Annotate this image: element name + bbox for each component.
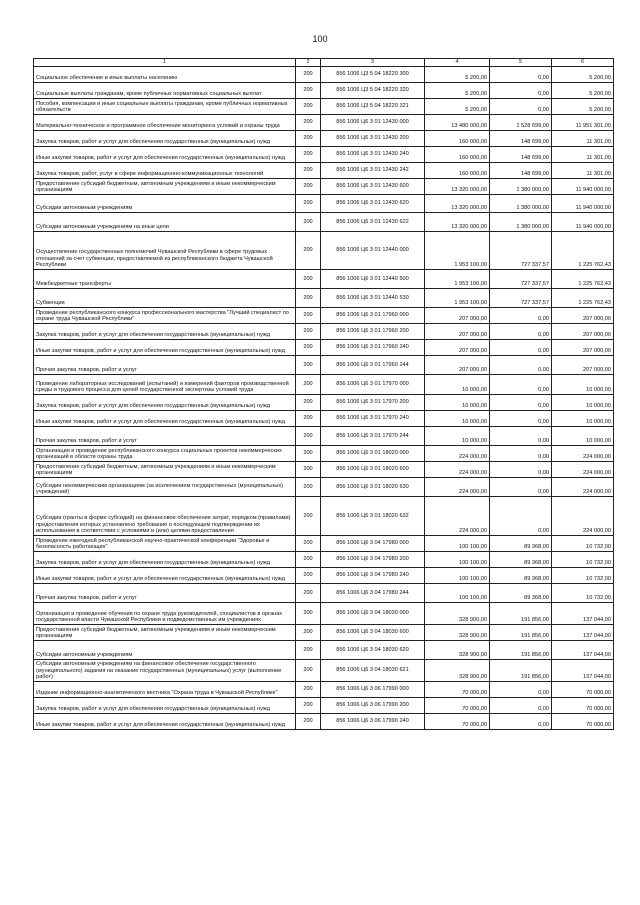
column-header-code-2: 2 (296, 59, 321, 67)
table-row (34, 698, 614, 714)
row-code-2: 200 (296, 497, 321, 536)
column-header-executed: 5 (490, 59, 552, 67)
row-executed: 89 368,00 (490, 568, 552, 584)
row-executed: 1 528 699,00 (490, 115, 552, 131)
row-executed: 0,00 (490, 478, 552, 497)
table-row (34, 115, 614, 131)
row-budget-code: 856 1006 Ц6 3 01 18020 000 (321, 446, 425, 462)
row-budget-code: 856 1006 Ц6 3 01 12430 242 (321, 163, 425, 179)
row-approved: 224 000,00 (425, 478, 490, 497)
row-budget-code: 856 1006 Ц6 3 04 18030 621 (321, 660, 425, 682)
row-name: Субсидии некоммерческим организациям (за исключением государственных (муниципальных) учреждений) (34, 478, 296, 497)
row-approved: 100 100,00 (425, 568, 490, 584)
row-approved: 70 000,00 (425, 682, 490, 698)
row-name: Осуществление государственных полномочий Чувашской Республики в сфере трудовых отношений за счет субвенции, предоставляемой из республиканского бюджета Чувашской Республики (34, 232, 296, 270)
row-approved: 328 900,00 (425, 625, 490, 641)
row-code-2: 200 (296, 179, 321, 195)
row-unexecuted: 5 200,00 (552, 99, 614, 115)
row-budget-code: 856 1006 Ц6 3 01 12430 000 (321, 115, 425, 131)
row-approved: 10 000,00 (425, 375, 490, 395)
row-approved: 10 000,00 (425, 411, 490, 427)
row-name: Субсидии автономным учреждениям на финансовое обеспечение государственного (муниципального) задания на оказание государственных (муниципальных) услуг (выполнение работ) (34, 660, 296, 682)
row-name: Предоставление субсидий бюджетным, автономным учреждениям и иным некоммерческим организациям (34, 179, 296, 195)
row-name: Закупка товаров, работ, услуг в сфере информационно-коммуникационных технологий (34, 163, 296, 179)
row-name: Социальное обеспечение и иные выплаты населению (34, 67, 296, 83)
row-unexecuted: 207 000,00 (552, 324, 614, 340)
row-approved: 100 100,00 (425, 552, 490, 568)
row-executed: 0,00 (490, 99, 552, 115)
row-code-2: 200 (296, 99, 321, 115)
row-executed: 0,00 (490, 67, 552, 83)
row-approved: 70 000,00 (425, 698, 490, 714)
row-name: Проведение лабораторных исследований (испытаний) и измерений факторов производственной среды и трудового процесса для целей государственной экспертизы условий труда (34, 375, 296, 395)
table-row (34, 395, 614, 411)
row-executed: 0,00 (490, 714, 552, 730)
row-executed: 0,00 (490, 411, 552, 427)
row-code-2: 200 (296, 682, 321, 698)
row-unexecuted: 10 732,00 (552, 536, 614, 552)
row-approved: 1 953 100,00 (425, 289, 490, 308)
row-executed: 89 368,00 (490, 536, 552, 552)
row-unexecuted: 207 000,00 (552, 340, 614, 356)
table-row (34, 625, 614, 641)
row-executed: 0,00 (490, 324, 552, 340)
row-code-2: 200 (296, 568, 321, 584)
row-code-2: 200 (296, 83, 321, 99)
table-row (34, 375, 614, 395)
table-row (34, 67, 614, 83)
row-executed: 148 699,00 (490, 147, 552, 163)
row-code-2: 200 (296, 308, 321, 324)
column-header-approved: 4 (425, 59, 490, 67)
row-executed: 191 856,00 (490, 625, 552, 641)
row-approved: 207 000,00 (425, 356, 490, 375)
row-budget-code: 856 1006 Ц6 3 01 17960 200 (321, 324, 425, 340)
row-budget-code: 856 1006 Ц6 3 01 12440 500 (321, 270, 425, 289)
row-code-2: 200 (296, 375, 321, 395)
row-name: Субсидии (гранты в форме субсидий) на финансовое обеспечение затрат, порядком (правилами) предоставления которых установлено требование о последующем подтверждении их использования в соответствии с условиями и (или) целями предоставления (34, 497, 296, 536)
row-executed: 191 856,00 (490, 641, 552, 660)
row-name: Материально-техническое и программное обеспечение мониторинга условий и охраны труда (34, 115, 296, 131)
row-name: Субсидии автономным учреждениям на иные цели (34, 213, 296, 232)
row-approved: 328 900,00 (425, 641, 490, 660)
row-executed: 0,00 (490, 446, 552, 462)
row-unexecuted: 207 000,00 (552, 308, 614, 324)
row-name: Субсидии автономным учреждениям (34, 195, 296, 213)
row-executed: 191 856,00 (490, 660, 552, 682)
row-executed: 0,00 (490, 462, 552, 478)
row-name: Иные закупки товаров, работ и услуг для обеспечения государственных (муниципальных) нужд (34, 714, 296, 730)
row-name: Прочая закупка товаров, работ и услуг (34, 356, 296, 375)
table-row (34, 536, 614, 552)
row-executed: 0,00 (490, 308, 552, 324)
row-approved: 224 000,00 (425, 497, 490, 536)
row-budget-code: 856 1006 Ц6 3 04 18030 620 (321, 641, 425, 660)
row-code-2: 200 (296, 232, 321, 270)
table-row (34, 99, 614, 115)
row-name: Социальные выплаты гражданам, кроме публичных нормативных социальных выплат (34, 83, 296, 99)
row-executed: 191 856,00 (490, 603, 552, 625)
row-name: Проведение ежегодной республиканской научно-практической конференции "Здоровье и безопасность работающих" (34, 536, 296, 552)
row-executed: 1 380 000,00 (490, 195, 552, 213)
table-row (34, 163, 614, 179)
row-name: Проведение республиканского конкурса профессионального мастерства "Лучший специалист по охране труда Чувашской Республики" (34, 308, 296, 324)
budget-table (33, 58, 614, 730)
row-budget-code: 856 1006 Ц6 3 04 17980 244 (321, 584, 425, 603)
row-name: Иные закупки товаров, работ и услуг для обеспечения государственных (муниципальных) нужд (34, 340, 296, 356)
row-unexecuted: 5 200,00 (552, 83, 614, 99)
row-unexecuted: 11 301,00 (552, 147, 614, 163)
row-executed: 0,00 (490, 427, 552, 446)
row-budget-code: 856 1006 Ц6 3 06 17990 240 (321, 714, 425, 730)
row-name: Организация и проведение обучения по охране труда руководителей, специалистов в органах государственной власти Чувашской Республики и подведомственных им учреждениях (34, 603, 296, 625)
table-row (34, 83, 614, 99)
row-unexecuted: 10 000,00 (552, 375, 614, 395)
table-row (34, 340, 614, 356)
row-approved: 5 200,00 (425, 99, 490, 115)
row-budget-code: 856 1006 Ц6 3 01 17970 240 (321, 411, 425, 427)
row-budget-code: 856 1006 Ц6 3 01 12440 530 (321, 289, 425, 308)
table-row (34, 641, 614, 660)
row-approved: 13 320 000,00 (425, 213, 490, 232)
row-approved: 160 000,00 (425, 163, 490, 179)
row-code-2: 200 (296, 324, 321, 340)
column-header-unexecuted: 6 (552, 59, 614, 67)
row-code-2: 200 (296, 584, 321, 603)
row-budget-code: 856 1006 Ц6 3 04 17980 200 (321, 552, 425, 568)
row-unexecuted: 11 301,00 (552, 131, 614, 147)
row-code-2: 200 (296, 131, 321, 147)
row-executed: 0,00 (490, 497, 552, 536)
row-unexecuted: 224 000,00 (552, 446, 614, 462)
row-name: Межбюджетные трансферты (34, 270, 296, 289)
row-budget-code: 856 1006 Ц6 3 01 12430 600 (321, 179, 425, 195)
row-budget-code: 856 1006 Ц3 5 04 18220 321 (321, 99, 425, 115)
row-budget-code: 856 1006 Ц6 3 01 17970 200 (321, 395, 425, 411)
row-approved: 328 900,00 (425, 660, 490, 682)
row-budget-code: 856 1006 Ц3 5 04 18220 320 (321, 83, 425, 99)
row-approved: 160 000,00 (425, 147, 490, 163)
table-row (34, 584, 614, 603)
row-code-2: 200 (296, 147, 321, 163)
table-row (34, 478, 614, 497)
row-code-2: 200 (296, 552, 321, 568)
header-row (34, 59, 614, 67)
row-executed: 0,00 (490, 356, 552, 375)
table-row (34, 308, 614, 324)
row-code-2: 200 (296, 395, 321, 411)
row-code-2: 200 (296, 446, 321, 462)
row-unexecuted: 137 044,00 (552, 641, 614, 660)
row-name: Субвенции (34, 289, 296, 308)
table-row (34, 179, 614, 195)
row-approved: 10 000,00 (425, 395, 490, 411)
row-unexecuted: 137 044,00 (552, 603, 614, 625)
row-code-2: 200 (296, 195, 321, 213)
row-name: Прочая закупка товаров, работ и услуг (34, 584, 296, 603)
table-row (34, 324, 614, 340)
row-approved: 10 000,00 (425, 427, 490, 446)
column-header-budget-code: 3 (321, 59, 425, 67)
row-name: Иные закупки товаров, работ и услуг для обеспечения государственных (муниципальных) нужд (34, 411, 296, 427)
table-row (34, 232, 614, 270)
row-executed: 148 699,00 (490, 163, 552, 179)
row-name: Закупка товаров, работ и услуг для обеспечения государственных (муниципальных) нужд (34, 552, 296, 568)
row-executed: 727 337,57 (490, 232, 552, 270)
row-unexecuted: 11 940 000,00 (552, 195, 614, 213)
row-budget-code: 856 1006 Ц3 5 04 18220 300 (321, 67, 425, 83)
row-name: Организация и проведение республиканского конкурса социальных проектов некоммерческих организаций в области охраны труда (34, 446, 296, 462)
row-name: Закупка товаров, работ и услуг для обеспечения государственных (муниципальных) нужд (34, 131, 296, 147)
table-row (34, 356, 614, 375)
row-budget-code: 856 1006 Ц6 3 04 18030 000 (321, 603, 425, 625)
row-approved: 224 000,00 (425, 446, 490, 462)
row-unexecuted: 137 044,00 (552, 660, 614, 682)
row-approved: 1 953 100,00 (425, 232, 490, 270)
table-row (34, 195, 614, 213)
row-approved: 1 953 100,00 (425, 270, 490, 289)
row-budget-code: 856 1006 Ц6 3 01 17960 240 (321, 340, 425, 356)
row-budget-code: 856 1006 Ц6 3 01 17970 244 (321, 427, 425, 446)
table-row (34, 660, 614, 682)
row-code-2: 200 (296, 67, 321, 83)
row-budget-code: 856 1006 Ц6 3 04 18030 600 (321, 625, 425, 641)
table-row (34, 270, 614, 289)
row-approved: 13 480 000,00 (425, 115, 490, 131)
row-code-2: 200 (296, 340, 321, 356)
row-executed: 1 380 000,00 (490, 179, 552, 195)
row-name: Пособия, компенсации и иные социальные выплаты гражданам, кроме публичных нормативных обязательств (34, 99, 296, 115)
row-code-2: 200 (296, 213, 321, 232)
row-approved: 5 200,00 (425, 67, 490, 83)
column-header-name: 1 (34, 59, 296, 67)
row-approved: 224 000,00 (425, 462, 490, 478)
row-executed: 148 699,00 (490, 131, 552, 147)
row-name: Прочая закупка товаров, работ и услуг (34, 427, 296, 446)
row-code-2: 200 (296, 478, 321, 497)
table-row (34, 427, 614, 446)
row-code-2: 200 (296, 356, 321, 375)
row-unexecuted: 11 951 301,00 (552, 115, 614, 131)
row-code-2: 200 (296, 270, 321, 289)
row-budget-code: 856 1006 Ц6 3 01 12430 622 (321, 213, 425, 232)
row-executed: 89 368,00 (490, 584, 552, 603)
row-unexecuted: 70 000,00 (552, 714, 614, 730)
row-budget-code: 856 1006 Ц6 3 04 17980 000 (321, 536, 425, 552)
row-unexecuted: 1 225 762,43 (552, 289, 614, 308)
row-executed: 0,00 (490, 83, 552, 99)
row-name: Закупка товаров, работ и услуг для обеспечения государственных (муниципальных) нужд (34, 395, 296, 411)
row-code-2: 200 (296, 641, 321, 660)
table-row (34, 497, 614, 536)
row-executed: 727 337,57 (490, 289, 552, 308)
row-unexecuted: 224 000,00 (552, 462, 614, 478)
row-unexecuted: 1 225 762,43 (552, 232, 614, 270)
row-code-2: 200 (296, 289, 321, 308)
row-executed: 727 337,57 (490, 270, 552, 289)
row-budget-code: 856 1006 Ц6 3 01 17970 000 (321, 375, 425, 395)
row-name: Субсидии автономным учреждениям (34, 641, 296, 660)
row-name: Иные закупки товаров, работ и услуг для обеспечения государственных (муниципальных) нужд (34, 568, 296, 584)
row-approved: 207 000,00 (425, 308, 490, 324)
row-unexecuted: 11 301,00 (552, 163, 614, 179)
row-approved: 100 100,00 (425, 536, 490, 552)
row-name: Закупка товаров, работ и услуг для обеспечения государственных (муниципальных) нужд (34, 324, 296, 340)
row-name: Предоставление субсидий бюджетным, автономным учреждениям и иным некоммерческим организациям (34, 625, 296, 641)
row-approved: 5 200,00 (425, 83, 490, 99)
row-executed: 0,00 (490, 395, 552, 411)
table-row (34, 411, 614, 427)
table-row (34, 552, 614, 568)
row-approved: 160 000,00 (425, 131, 490, 147)
row-approved: 207 000,00 (425, 340, 490, 356)
row-approved: 13 320 000,00 (425, 195, 490, 213)
row-unexecuted: 224 000,00 (552, 478, 614, 497)
row-unexecuted: 10 000,00 (552, 411, 614, 427)
row-code-2: 200 (296, 163, 321, 179)
row-code-2: 200 (296, 411, 321, 427)
row-approved: 328 900,00 (425, 603, 490, 625)
page-number: 100 (312, 34, 328, 44)
row-budget-code: 856 1006 Ц6 3 01 12430 240 (321, 147, 425, 163)
row-code-2: 200 (296, 714, 321, 730)
row-approved: 207 000,00 (425, 324, 490, 340)
table-row (34, 446, 614, 462)
row-name: Закупка товаров, работ и услуг для обеспечения государственных (муниципальных) нужд (34, 698, 296, 714)
row-approved: 100 100,00 (425, 584, 490, 603)
table-row (34, 682, 614, 698)
row-unexecuted: 11 940 000,00 (552, 179, 614, 195)
table-row (34, 131, 614, 147)
row-code-2: 200 (296, 625, 321, 641)
row-executed: 0,00 (490, 340, 552, 356)
row-budget-code: 856 1006 Ц6 3 01 17960 244 (321, 356, 425, 375)
row-name: Издание информационно-аналитического вестника "Охрана труда в Чувашской Республике" (34, 682, 296, 698)
row-executed: 0,00 (490, 698, 552, 714)
row-unexecuted: 70 000,00 (552, 698, 614, 714)
row-budget-code: 856 1006 Ц6 3 01 12430 620 (321, 195, 425, 213)
row-unexecuted: 1 225 762,43 (552, 270, 614, 289)
row-unexecuted: 10 732,00 (552, 584, 614, 603)
row-code-2: 200 (296, 115, 321, 131)
row-budget-code: 856 1006 Ц6 3 06 17990 200 (321, 698, 425, 714)
row-unexecuted: 10 000,00 (552, 395, 614, 411)
row-budget-code: 856 1006 Ц6 3 01 18020 600 (321, 462, 425, 478)
row-budget-code: 856 1006 Ц6 3 01 18020 632 (321, 497, 425, 536)
row-executed: 0,00 (490, 375, 552, 395)
row-budget-code: 856 1006 Ц6 3 06 17990 000 (321, 682, 425, 698)
row-executed: 1 380 000,00 (490, 213, 552, 232)
table-row (34, 568, 614, 584)
row-code-2: 200 (296, 660, 321, 682)
table-row (34, 462, 614, 478)
row-unexecuted: 10 000,00 (552, 427, 614, 446)
row-name: Предоставление субсидий бюджетным, автономным учреждениям и иным некоммерческим организациям (34, 462, 296, 478)
row-code-2: 200 (296, 603, 321, 625)
row-code-2: 200 (296, 698, 321, 714)
row-budget-code: 856 1006 Ц6 3 04 17980 240 (321, 568, 425, 584)
row-code-2: 200 (296, 536, 321, 552)
row-approved: 70 000,00 (425, 714, 490, 730)
row-executed: 0,00 (490, 682, 552, 698)
row-budget-code: 856 1006 Ц6 3 01 17960 000 (321, 308, 425, 324)
row-budget-code: 856 1006 Ц6 3 01 12440 000 (321, 232, 425, 270)
row-unexecuted: 137 044,00 (552, 625, 614, 641)
row-unexecuted: 10 732,00 (552, 568, 614, 584)
row-code-2: 200 (296, 462, 321, 478)
row-approved: 13 320 000,00 (425, 179, 490, 195)
row-unexecuted: 70 000,00 (552, 682, 614, 698)
row-name: Иные закупки товаров, работ и услуг для обеспечения государственных (муниципальных) нужд (34, 147, 296, 163)
row-code-2: 200 (296, 427, 321, 446)
row-unexecuted: 5 200,00 (552, 67, 614, 83)
table-row (34, 213, 614, 232)
row-executed: 89 368,00 (490, 552, 552, 568)
table-row (34, 289, 614, 308)
row-unexecuted: 10 732,00 (552, 552, 614, 568)
table-row (34, 714, 614, 730)
row-budget-code: 856 1006 Ц6 3 01 18020 630 (321, 478, 425, 497)
row-unexecuted: 224 000,00 (552, 497, 614, 536)
row-unexecuted: 207 000,00 (552, 356, 614, 375)
row-budget-code: 856 1006 Ц6 3 01 12430 200 (321, 131, 425, 147)
table-row (34, 147, 614, 163)
table-row (34, 603, 614, 625)
row-unexecuted: 11 940 000,00 (552, 213, 614, 232)
